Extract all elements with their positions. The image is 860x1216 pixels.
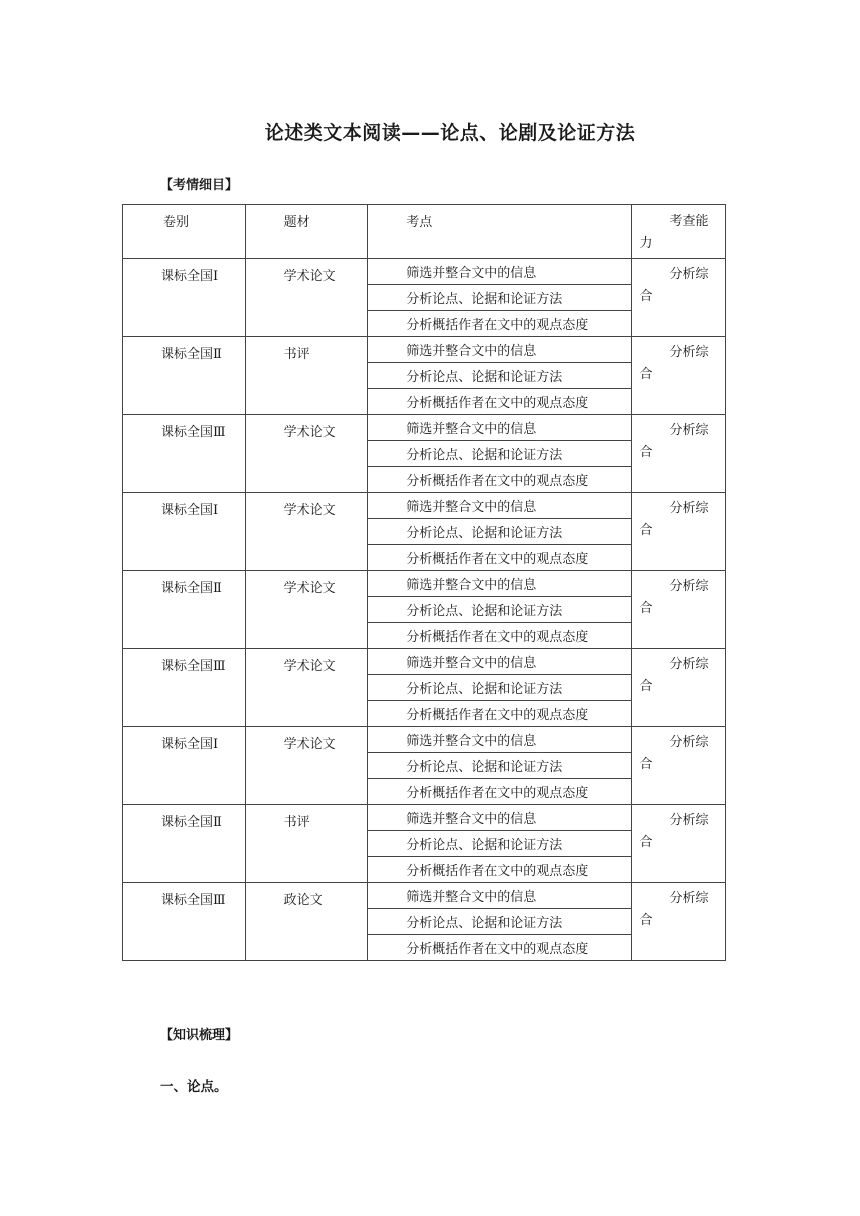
cell-exam-point: 筛选并整合文中的信息 [368, 337, 631, 363]
cell-material: 学术论文 [245, 415, 368, 493]
cell-exam-point: 分析论点、论据和论证方法 [368, 909, 631, 935]
cell-exam-point: 筛选并整合文中的信息 [368, 883, 631, 909]
cell-volume: 课标全国Ⅲ [123, 649, 246, 727]
cell-exam-point: 分析论点、论据和论证方法 [368, 753, 631, 779]
table-row [123, 727, 726, 753]
table-body [123, 259, 726, 961]
table-header-row [123, 205, 726, 259]
cell-exam-point: 筛选并整合文中的信息 [368, 649, 631, 675]
cell-exam-point: 筛选并整合文中的信息 [368, 415, 631, 441]
cell-exam-point: 筛选并整合文中的信息 [368, 493, 631, 519]
cell-ability: 分析综合 [631, 571, 725, 649]
cell-volume: 课标全国Ⅱ [123, 805, 246, 883]
cell-material: 书评 [245, 337, 368, 415]
cell-exam-point: 分析概括作者在文中的观点态度 [368, 701, 631, 727]
cell-exam-point: 分析论点、论据和论证方法 [368, 363, 631, 389]
section-heading-knowledge: 【知识梳理】 [160, 1028, 239, 1043]
table-row [123, 571, 726, 597]
cell-volume: 课标全国Ⅲ [123, 415, 246, 493]
table-row [123, 415, 726, 441]
cell-material: 书评 [245, 805, 368, 883]
cell-exam-point: 分析概括作者在文中的观点态度 [368, 935, 631, 961]
cell-material: 政论文 [245, 883, 368, 961]
header-exam-point: 考点 [368, 205, 631, 259]
cell-volume: 课标全国Ⅰ [123, 259, 246, 337]
table-row [123, 805, 726, 831]
cell-volume: 课标全国Ⅱ [123, 337, 246, 415]
cell-exam-point: 分析概括作者在文中的观点态度 [368, 779, 631, 805]
header-ability: 考查能力 [631, 205, 725, 259]
cell-exam-point: 分析概括作者在文中的观点态度 [368, 545, 631, 571]
cell-material: 学术论文 [245, 259, 368, 337]
table-row [123, 493, 726, 519]
cell-exam-point: 筛选并整合文中的信息 [368, 805, 631, 831]
cell-ability: 分析综合 [631, 337, 725, 415]
subsection-heading: 一、论点。 [160, 1079, 228, 1095]
cell-exam-point: 分析概括作者在文中的观点态度 [368, 389, 631, 415]
cell-ability: 分析综合 [631, 259, 725, 337]
cell-exam-point: 分析论点、论据和论证方法 [368, 285, 631, 311]
cell-material: 学术论文 [245, 493, 368, 571]
cell-exam-point: 分析概括作者在文中的观点态度 [368, 311, 631, 337]
cell-ability: 分析综合 [631, 805, 725, 883]
cell-exam-point: 分析概括作者在文中的观点态度 [368, 623, 631, 649]
section-heading-exam: 【考情细目】 [160, 178, 239, 193]
cell-ability: 分析综合 [631, 649, 725, 727]
cell-material: 学术论文 [245, 649, 368, 727]
cell-exam-point: 分析论点、论据和论证方法 [368, 441, 631, 467]
cell-volume: 课标全国Ⅰ [123, 493, 246, 571]
document-title: 论述类文本阅读——论点、论剧及论证方法 [264, 122, 636, 144]
cell-ability: 分析综合 [631, 493, 725, 571]
cell-exam-point: 分析论点、论据和论证方法 [368, 675, 631, 701]
cell-volume: 课标全国Ⅰ [123, 727, 246, 805]
cell-material: 学术论文 [245, 571, 368, 649]
header-volume: 卷别 [123, 205, 246, 259]
cell-ability: 分析综合 [631, 415, 725, 493]
cell-exam-point: 分析概括作者在文中的观点态度 [368, 467, 631, 493]
cell-exam-point: 分析论点、论据和论证方法 [368, 519, 631, 545]
table-row [123, 337, 726, 363]
cell-exam-point: 分析论点、论据和论证方法 [368, 831, 631, 857]
cell-exam-point: 筛选并整合文中的信息 [368, 259, 631, 285]
cell-ability: 分析综合 [631, 883, 725, 961]
cell-volume: 课标全国Ⅱ [123, 571, 246, 649]
table-row [123, 259, 726, 285]
cell-ability: 分析综合 [631, 727, 725, 805]
cell-material: 学术论文 [245, 727, 368, 805]
cell-volume: 课标全国Ⅲ [123, 883, 246, 961]
cell-exam-point: 分析论点、论据和论证方法 [368, 597, 631, 623]
cell-exam-point: 分析概括作者在文中的观点态度 [368, 857, 631, 883]
cell-exam-point: 筛选并整合文中的信息 [368, 727, 631, 753]
header-material: 题材 [245, 205, 368, 259]
table-row [123, 649, 726, 675]
cell-exam-point: 筛选并整合文中的信息 [368, 571, 631, 597]
exam-table [122, 204, 726, 961]
table-row [123, 883, 726, 909]
